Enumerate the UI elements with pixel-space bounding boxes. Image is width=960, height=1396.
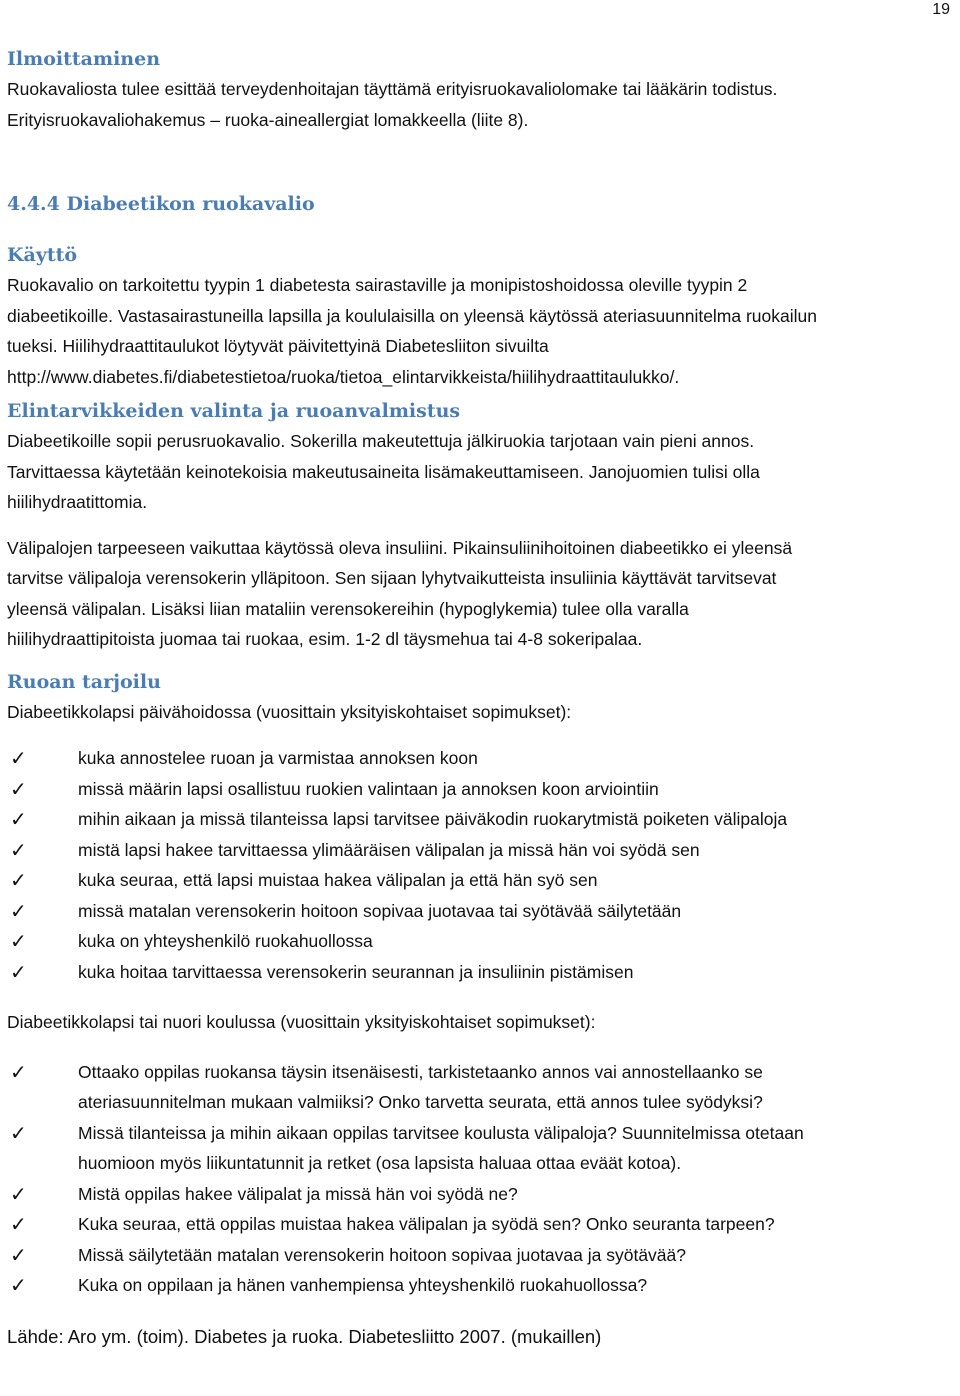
list-item: ✓ kuka on yhteyshenkilö ruokahuollossa — [7, 926, 952, 957]
valinta-line-1: Diabeetikoille sopii perusruokavalio. Sokerilla makeutettuja jälkiruokia tarjotaan vain pieni annos. — [7, 431, 755, 451]
valipala-line-2: tarvitse välipaloja verensokerin ylläpitoon. Sen sijaan lyhytvaikutteista insuliinia käyttävät tarvitsevat — [7, 568, 777, 588]
list-item: ✓ Missä tilanteissa ja mihin aikaan oppilas tarvitsee koulusta välipaloja? Suunnitelmissa otetaan huomioon myös liikuntatunnit ja retket (osa lapsista haluaa ottaa eväät kotoa). — [7, 1118, 952, 1179]
checkmark-icon: ✓ — [10, 1242, 27, 1267]
list-item: ✓ kuka hoitaa tarvittaessa verensokerin seurannan ja insuliinin pistämisen — [7, 957, 952, 988]
checkmark-icon: ✓ — [10, 959, 27, 984]
kaytto-line-2: diabeetikoille. Vastasairastuneilla lapsilla ja koululaisilla on yleensä käytössä ateriasuunnitelma ruokailun — [7, 305, 817, 326]
koulu-checklist — [7, 1057, 952, 1301]
heading-kaytto: Käyttö — [7, 244, 78, 266]
list-item: ✓ mihin aikaan ja missä tilanteissa lapsi tarvitsee päiväkodin ruokarytmistä poiketen välipaloja — [7, 804, 952, 835]
valinta-line-2: Tarvittaessa käytetään keinotekoisia makeutusaineita lisämakeuttamiseen. Janojuomien tulisi olla — [7, 461, 760, 482]
checkmark-icon: ✓ — [10, 746, 27, 770]
list-item: ✓ Missä säilytetään matalan verensokerin hoitoon sopivaa juotavaa ja syötävää? — [7, 1240, 952, 1271]
kaytto-line-3: tueksi. Hiilihydraattitaulukot löytyvät päivitettyinä Diabetesliiton sivuilta — [7, 336, 549, 356]
list-item: ✓ Mistä oppilas hakee välipalat ja missä hän voi syödä ne? — [7, 1179, 952, 1210]
list-item: ✓ missä määrin lapsi osallistuu ruokien valintaan ja annoksen koon arviointiin — [7, 774, 952, 805]
heading-tarjoilu: Ruoan tarjoilu — [7, 670, 161, 693]
heading-valinta: Elintarvikkeiden valinta ja ruoanvalmistus — [7, 400, 461, 422]
checkmark-icon: ✓ — [10, 1212, 27, 1236]
paivahoito-intro: Diabeetikkolapsi päivähoidossa (vuosittain yksityiskohtaiset sopimukset): — [7, 701, 572, 722]
checkmark-icon: ✓ — [10, 1059, 27, 1084]
paivahoito-checklist — [7, 743, 952, 987]
list-item: ✓ Kuka on oppilaan ja hänen vanhempiensa yhteyshenkilö ruokahuollossa? — [7, 1270, 952, 1301]
checkmark-icon: ✓ — [10, 868, 27, 892]
list-item: ✓ kuka seuraa, että lapsi muistaa hakea välipalan ja että hän syö sen — [7, 865, 952, 896]
kaytto-link[interactable]: http://www.diabetes.fi/diabetestietoa/ruoka/tietoa_elintarvikkeista/hiilihydraattitaulukko/. — [7, 366, 680, 387]
source-citation: Lähde: Aro ym. (toim). Diabetes ja ruoka. Diabetesliitto 2007. (mukaillen) — [7, 1325, 602, 1347]
checkmark-icon: ✓ — [10, 898, 27, 923]
valinta-line-3: hiilihydraatittomia. — [7, 492, 148, 512]
checkmark-icon: ✓ — [10, 776, 27, 801]
valipala-line-4: hiilihydraattipitoista juomaa tai ruokaa, esim. 1-2 dl täysmehua tai 4-8 sokeripalaa. — [7, 629, 643, 649]
document-body — [7, 44, 952, 1352]
koulu-intro: Diabeetikkolapsi tai nuori koulussa (vuosittain yksityiskohtaiset sopimukset): — [7, 1012, 596, 1032]
list-item: ✓ mistä lapsi hakee tarvittaessa ylimääräisen välipalan ja missä hän voi syödä sen — [7, 835, 952, 866]
list-item: ✓ missä matalan verensokerin hoitoon sopivaa juotavaa tai syötävää säilytetään — [7, 896, 952, 927]
valipala-line-1: Välipalojen tarpeeseen vaikuttaa käytössä oleva insuliini. Pikainsuliinihoitoinen diabeetikko ei yleensä — [7, 537, 793, 558]
heading-ilmoittaminen: Ilmoittaminen — [7, 48, 161, 70]
checkmark-icon: ✓ — [10, 929, 27, 953]
kaytto-line-1: Ruokavalio on tarkoitettu tyypin 1 diabetesta sairastaville ja monipistoshoidossa oleville tyypin 2 — [7, 275, 748, 295]
checkmark-icon: ✓ — [10, 1273, 27, 1297]
list-item: ✓ kuka annostelee ruoan ja varmistaa annoksen koon — [7, 743, 952, 774]
list-item: ✓ Kuka seuraa, että oppilas muistaa hakea välipalan ja syödä sen? Onko seuranta tarpeen? — [7, 1209, 952, 1240]
section-title: 4.4.4 Diabeetikon ruokavalio — [7, 193, 315, 215]
page-number: 19 — [932, 1, 950, 18]
checkmark-icon: ✓ — [10, 1181, 27, 1206]
checkmark-icon: ✓ — [10, 1120, 27, 1145]
ilmoittaminen-line-2: Erityisruokavaliohakemus – ruoka-aineallergiat lomakkeella (liite 8). — [7, 109, 529, 130]
valipala-line-3: yleensä välipalan. Lisäksi liian mataliin verensokereihin (hypoglykemia) tulee olla varalla — [7, 598, 689, 619]
checkmark-icon: ✓ — [10, 807, 27, 831]
ilmoittaminen-line-1: Ruokavaliosta tulee esittää terveydenhoitajan täyttämä erityisruokavaliolomake tai lääkärin todistus. — [7, 79, 778, 99]
checkmark-icon: ✓ — [10, 837, 27, 862]
list-item: ✓ Ottaako oppilas ruokansa täysin itsenäisesti, tarkistetaanko annos vai annostellaanko se ateriasuunnitelman mukaan valmiiksi? Onko tarvetta seurata, että annos tulee syödyksi? — [7, 1057, 952, 1118]
